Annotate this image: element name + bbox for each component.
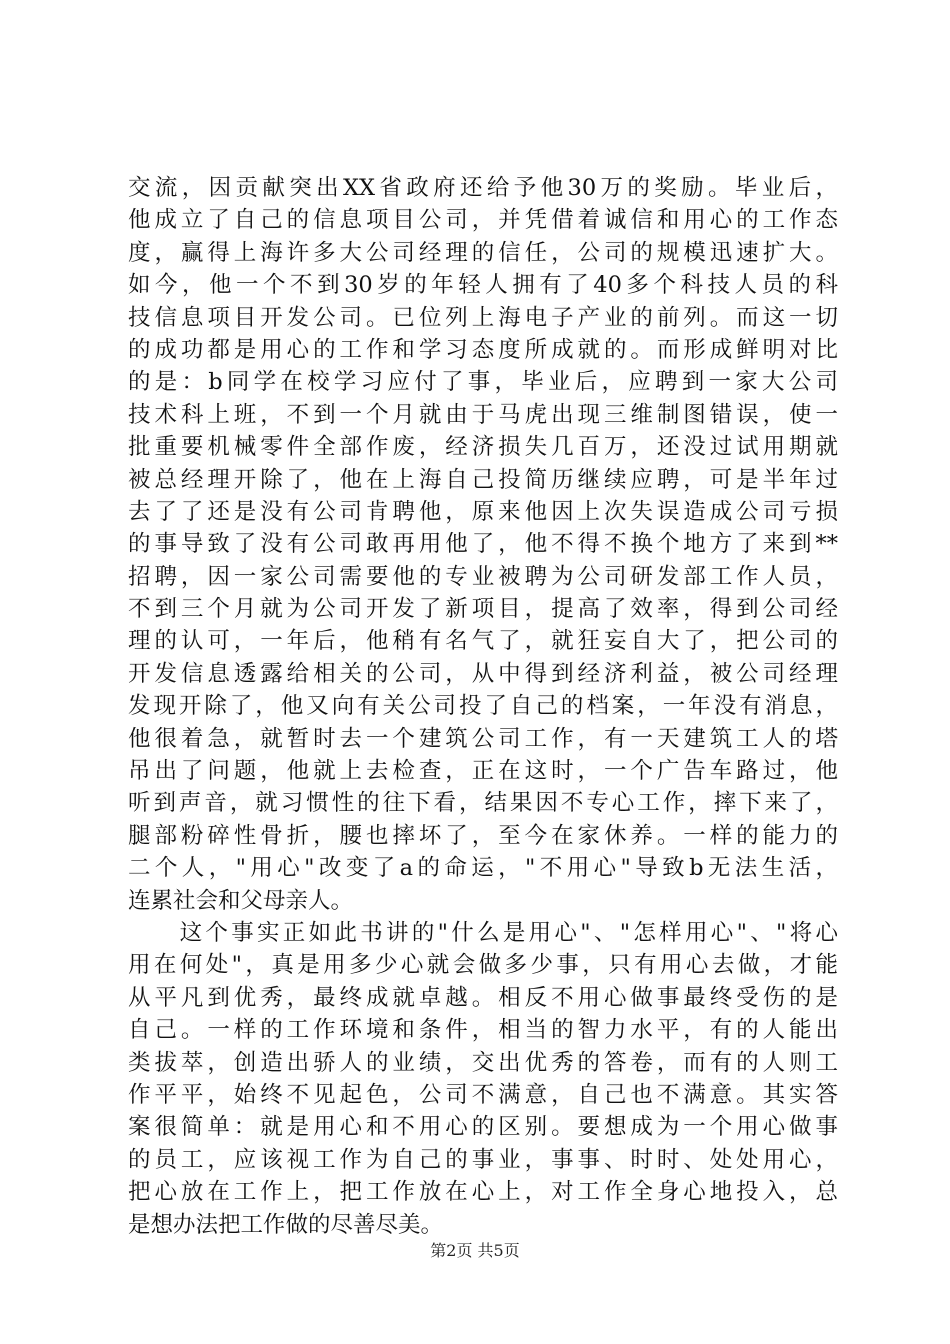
text-line: 自己。一样的工作环境和条件，相当的智力水平，有的人能出 (128, 1017, 838, 1044)
text-line: 从平凡到优秀，最终成就卓越。相反不用心做事最终受伤的是 (128, 984, 838, 1011)
text-line: 腿部粉碎性骨折，腰也摔坏了，至今在家休养。一样的能力的 (128, 822, 838, 849)
text-line: 发现开除了，他又向有关公司投了自己的档案，一年没有消息， (128, 693, 838, 720)
text-line: 被总经理开除了，他在上海自己投简历继续应聘，可是半年过 (128, 466, 838, 493)
text-line: 交流，因贡献突出XX省政府还给予他30万的奖励。毕业后， (128, 175, 838, 201)
text-line: 度，赢得上海许多大公司经理的信任，公司的规模迅速扩大。 (128, 239, 838, 266)
text-line: 案很简单：就是用心和不用心的区别。要想成为一个用心做事 (128, 1114, 838, 1141)
text-line: 二个人，"用心"改变了a的命运，"不用心"导致b无法生活， (128, 855, 838, 882)
text-line: 招聘，因一家公司需要他的专业被聘为公司研发部工作人员， (128, 563, 838, 590)
paragraph-2 (128, 917, 838, 1241)
text-line: 类拔萃，创造出骄人的业绩，交出优秀的答卷，而有的人则工 (128, 1049, 838, 1076)
text-line: 他成立了自己的信息项目公司，并凭借着诚信和用心的工作态 (128, 207, 838, 234)
text-line: 的是：b同学在校学习应付了事，毕业后，应聘到一家大公司 (128, 369, 838, 396)
text-line: 作平平，始终不见起色，公司不满意，自己也不满意。其实答 (128, 1081, 838, 1108)
text-line: 不到三个月就为公司开发了新项目，提高了效率，得到公司经 (128, 596, 838, 623)
text-line: 的员工，应该视工作为自己的事业，事事、时时、处处用心， (128, 1146, 838, 1173)
body-text (128, 172, 838, 1241)
text-line: 连累社会和父母亲人。 (128, 887, 354, 914)
text-line: 他很着急，就暂时去一个建筑公司工作，有一天建筑工人的塔 (128, 725, 838, 752)
text-line: 开发信息透露给相关的公司，从中得到经济利益，被公司经理 (128, 660, 838, 687)
paragraph-1 (128, 172, 838, 917)
text-line: 批重要机械零件全部作废，经济损失几百万，还没过试用期就 (128, 434, 838, 461)
text-line: 这个事实正如此书讲的"什么是用心"、"怎样用心"、"将心 (128, 919, 838, 946)
text-line: 的成功都是用心的工作和学习态度所成就的。而形成鲜明对比 (128, 336, 838, 363)
text-line: 去了了还是没有公司肯聘他，原来他因上次失误造成公司亏损 (128, 498, 838, 525)
text-line: 如今，他一个不到30岁的年轻人拥有了40多个科技人员的科 (128, 272, 838, 299)
text-line: 技术科上班，不到一个月就由于马虎出现三维制图错误，使一 (128, 401, 838, 428)
text-line: 理的认可，一年后，他稍有名气了，就狂妄自大了，把公司的 (128, 628, 838, 655)
text-line: 的事导致了没有公司敢再用他了，他不得不换个地方了来到** (128, 531, 838, 558)
text-line: 吊出了问题，他就上去检查，正在这时，一个广告车路过，他 (128, 758, 838, 785)
text-line: 用在何处"，真是用多少心就会做多少事，只有用心去做，才能 (128, 952, 838, 979)
text-line: 技信息项目开发公司。已位列上海电子产业的前列。而这一切 (128, 304, 838, 331)
text-line: 听到声音，就习惯性的往下看，结果因不专心工作，摔下来了， (128, 790, 838, 817)
page-footer: 第2页 共5页 (430, 1241, 520, 1260)
text-line: 把心放在工作上，把工作放在心上，对工作全身心地投入，总 (128, 1179, 838, 1206)
text-line: 是想办法把工作做的尽善尽美。 (128, 1211, 444, 1238)
